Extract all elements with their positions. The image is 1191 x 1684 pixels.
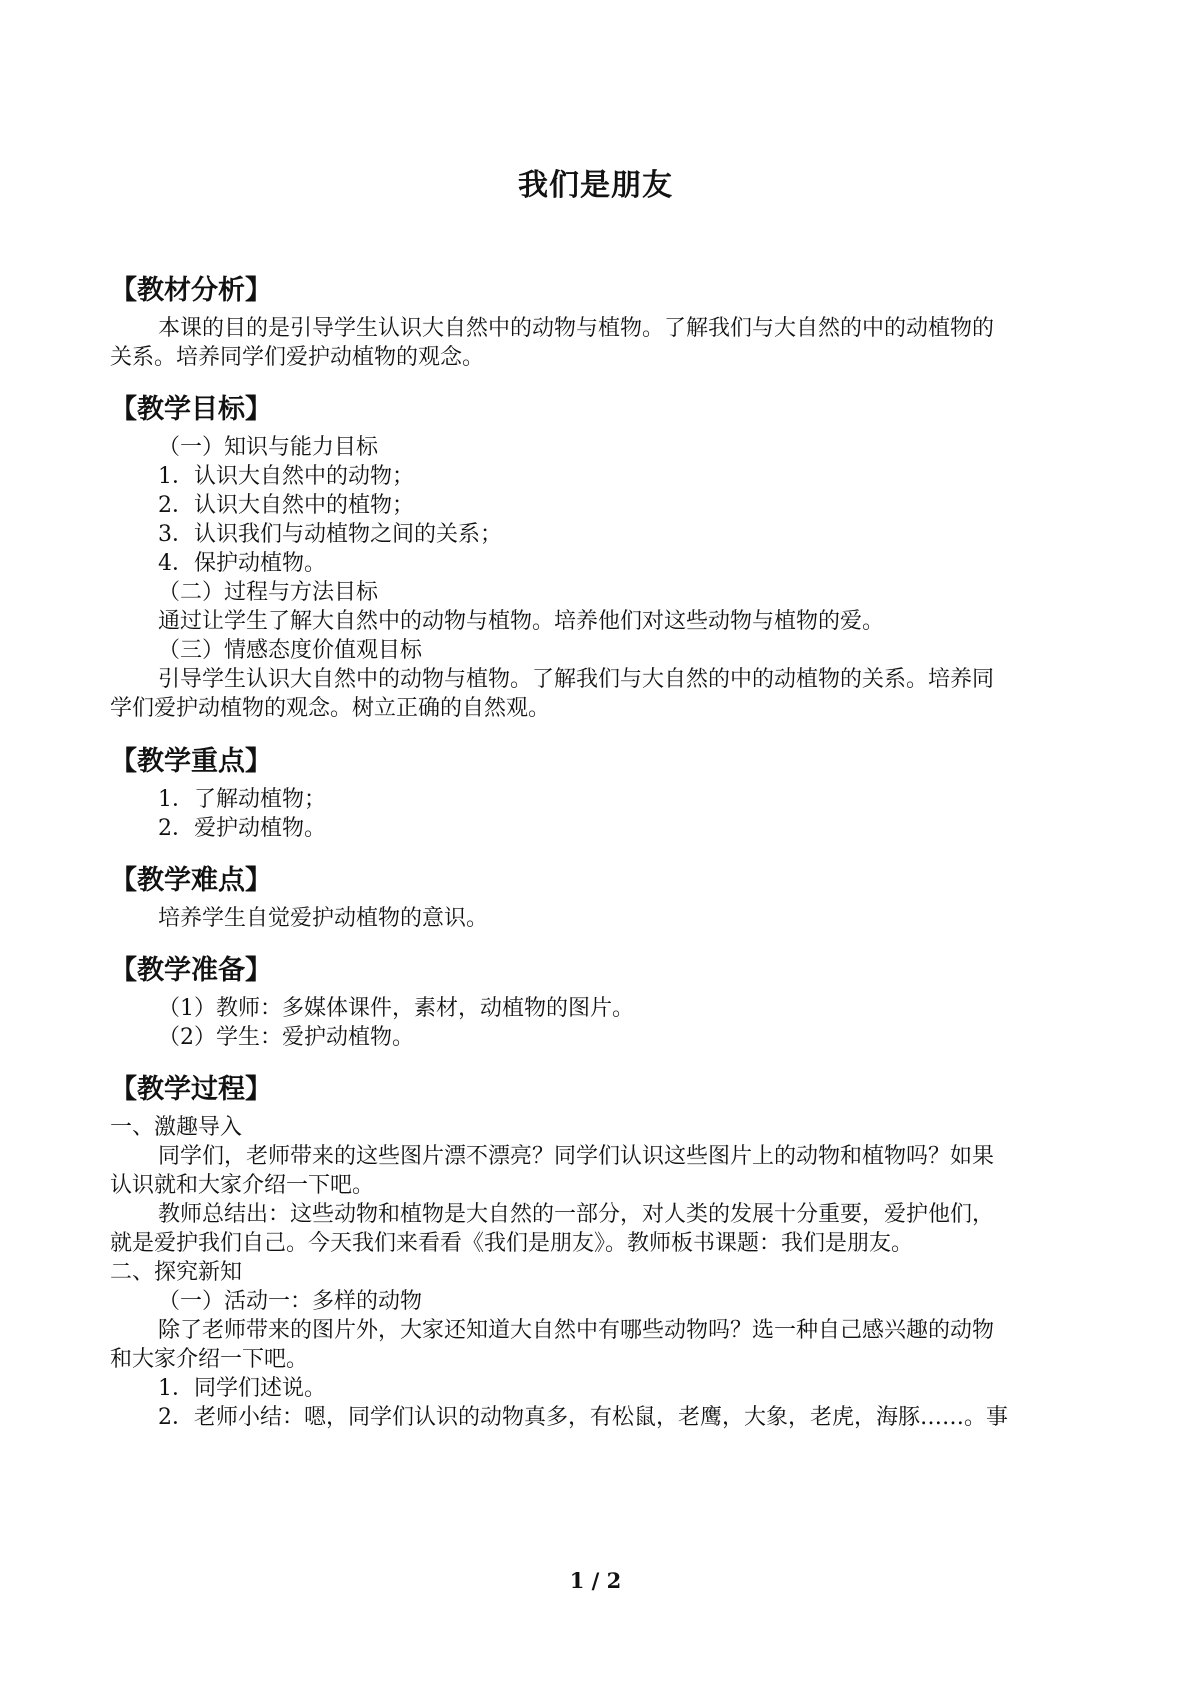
- text-line: 和大家介绍一下吧。: [110, 1347, 309, 1372]
- text-line: 同学们，老师带来的这些图片漂不漂亮？同学们认识这些图片上的动物和植物吗？如果: [158, 1144, 995, 1169]
- text-line: 二、探究新知: [110, 1260, 243, 1285]
- text-line: 1．了解动植物；: [158, 787, 326, 812]
- document-title: 我们是朋友: [518, 168, 673, 203]
- text-line: 2．认识大自然中的植物；: [158, 493, 414, 518]
- text-line: 通过让学生了解大自然中的动物与植物。培养他们对这些动物与植物的爱。: [158, 609, 885, 634]
- text-line: 2．爱护动植物。: [158, 816, 326, 841]
- section-heading-analysis: 【教材分析】: [110, 275, 272, 306]
- text-line: 就是爱护我们自己。今天我们来看看《我们是朋友》。教师板书课题：我们是朋友。: [110, 1231, 914, 1256]
- text-line: 3．认识我们与动植物之间的关系；: [158, 522, 502, 547]
- text-line: （三）情感态度价值观目标: [158, 638, 423, 663]
- text-line: （1）教师：多媒体课件，素材，动植物的图片。: [158, 996, 634, 1021]
- section-heading-key-points: 【教学重点】: [110, 746, 272, 777]
- text-line: （一）知识与能力目标: [158, 435, 379, 460]
- text-line: 本课的目的是引导学生认识大自然中的动物与植物。了解我们与大自然的中的动植物的: [158, 316, 995, 341]
- text-line: 2．老师小结：嗯，同学们认识的动物真多，有松鼠，老鹰，大象，老虎，海豚……。事: [158, 1405, 1008, 1430]
- section-heading-process: 【教学过程】: [110, 1074, 272, 1105]
- page-number: 1 / 2: [569, 1568, 622, 1593]
- text-line: 培养学生自觉爱护动植物的意识。: [158, 906, 489, 931]
- text-line: 学们爱护动植物的观念。树立正确的自然观。: [110, 696, 551, 721]
- text-line: 4．保护动植物。: [158, 551, 326, 576]
- text-line: （二）过程与方法目标: [158, 580, 379, 605]
- text-line: 除了老师带来的图片外，大家还知道大自然中有哪些动物吗？选一种自己感兴趣的动物: [158, 1318, 995, 1343]
- text-line: 引导学生认识大自然中的动物与植物。了解我们与大自然的中的动植物的关系。培养同: [158, 667, 995, 692]
- text-line: 教师总结出：这些动物和植物是大自然的一部分，对人类的发展十分重要，爱护他们，: [158, 1202, 995, 1227]
- text-line: 关系。培养同学们爱护动植物的观念。: [110, 345, 485, 370]
- text-line: （2）学生：爱护动植物。: [158, 1025, 414, 1050]
- text-line: 认识就和大家介绍一下吧。: [110, 1173, 375, 1198]
- text-line: 1．认识大自然中的动物；: [158, 464, 414, 489]
- section-heading-goals: 【教学目标】: [110, 394, 272, 425]
- text-line: （一）活动一：多样的动物: [158, 1289, 423, 1314]
- text-line: 1．同学们述说。: [158, 1376, 326, 1401]
- section-heading-preparation: 【教学准备】: [110, 955, 272, 986]
- text-line: 一、激趣导入: [110, 1115, 243, 1140]
- section-heading-difficulties: 【教学难点】: [110, 865, 272, 896]
